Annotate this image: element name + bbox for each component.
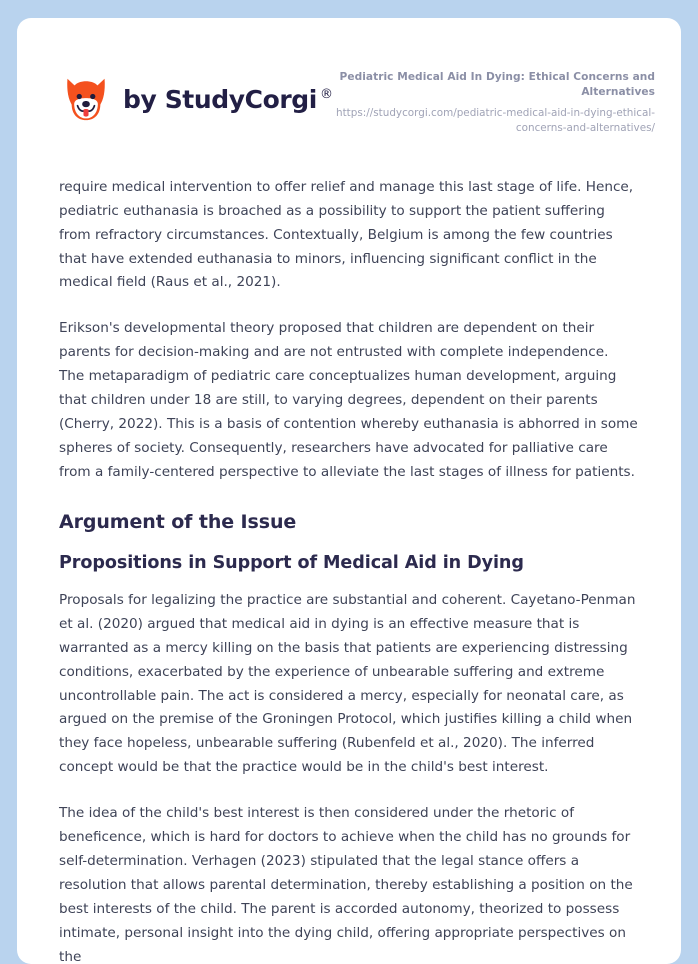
paragraph-3: Proposals for legalizing the practice are substantial and coherent. Cayetano-Penman et al. (2020) argued that medical aid in dying is an effective measure that is warranted as a mercy killing on the basis that patients are experiencing distressing conditions, exacerbated by the experience of unbearable suffering and extreme uncontrollable pain. The act is considered a mercy, especially for neonatal care, as argued on the premise of the Groningen Protocol, which justifies killing a child when they face hopeless, unbearable suffering (Rubenfeld et al., 2020). The inferred concept would be that the practice would be in the child's best interest. [59, 591, 636, 776]
subsection-heading-propositions: Propositions in Support of Medical Aid in Dying [59, 552, 524, 573]
document-title: Pediatric Medical Aid In Dying: Ethical Concerns and Alternatives [339, 71, 655, 98]
brand-name [123, 85, 333, 114]
brand-lockup [59, 64, 333, 126]
document-page [17, 18, 681, 964]
corgi-head-icon [59, 72, 113, 126]
document-header [17, 18, 681, 136]
paragraph-4: The idea of the child's best interest is then considered under the rhetoric of beneficence, which is hard for doctors to achieve when the child has no grounds for self-determination. Verhagen (2023) stipulated that the legal stance offers a resolution that allows parental determination, thereby establishing a position on the best interests of the child. The parent is accorded autonomy, theorized to possess intimate, personal insight into the dying child, offering appropriate perspectives on the [59, 805, 633, 964]
document-meta [333, 64, 655, 136]
brand-name-label: by StudyCorgi [123, 84, 317, 114]
document-url[interactable]: https://studycorgi.com/pediatric-medical-aid-in-dying-ethical-concerns-and-alternatives/ [336, 107, 655, 134]
paragraph-1: require medical intervention to offer relief and manage this last stage of life. Hence, pediatric euthanasia is broached as a possibility to support the patient suffering from refractory circumstances. Contextually, Belgium is among the few countries that have extended euthanasia to minors, influencing significant conflict in the medical field (Raus et al., 2021). [59, 178, 634, 291]
registered-trademark-icon: ® [319, 87, 333, 103]
document-body [17, 176, 681, 964]
paragraph-2: Erikson's developmental theory proposed that children are dependent on their parents for decision-making and are not entrusted with complete independence. The metaparadigm of pediatric care conceptualizes human development, arguing that children under 18 are still, to varying degrees, dependent on their parents (Cherry, 2022). This is a basis of contention whereby euthanasia is abhorred in some spheres of society. Consequently, researchers have advocated for palliative care from a family-centered perspective to alleviate the last stages of illness for patients. [59, 320, 638, 480]
section-heading-argument: Argument of the Issue [59, 510, 297, 533]
